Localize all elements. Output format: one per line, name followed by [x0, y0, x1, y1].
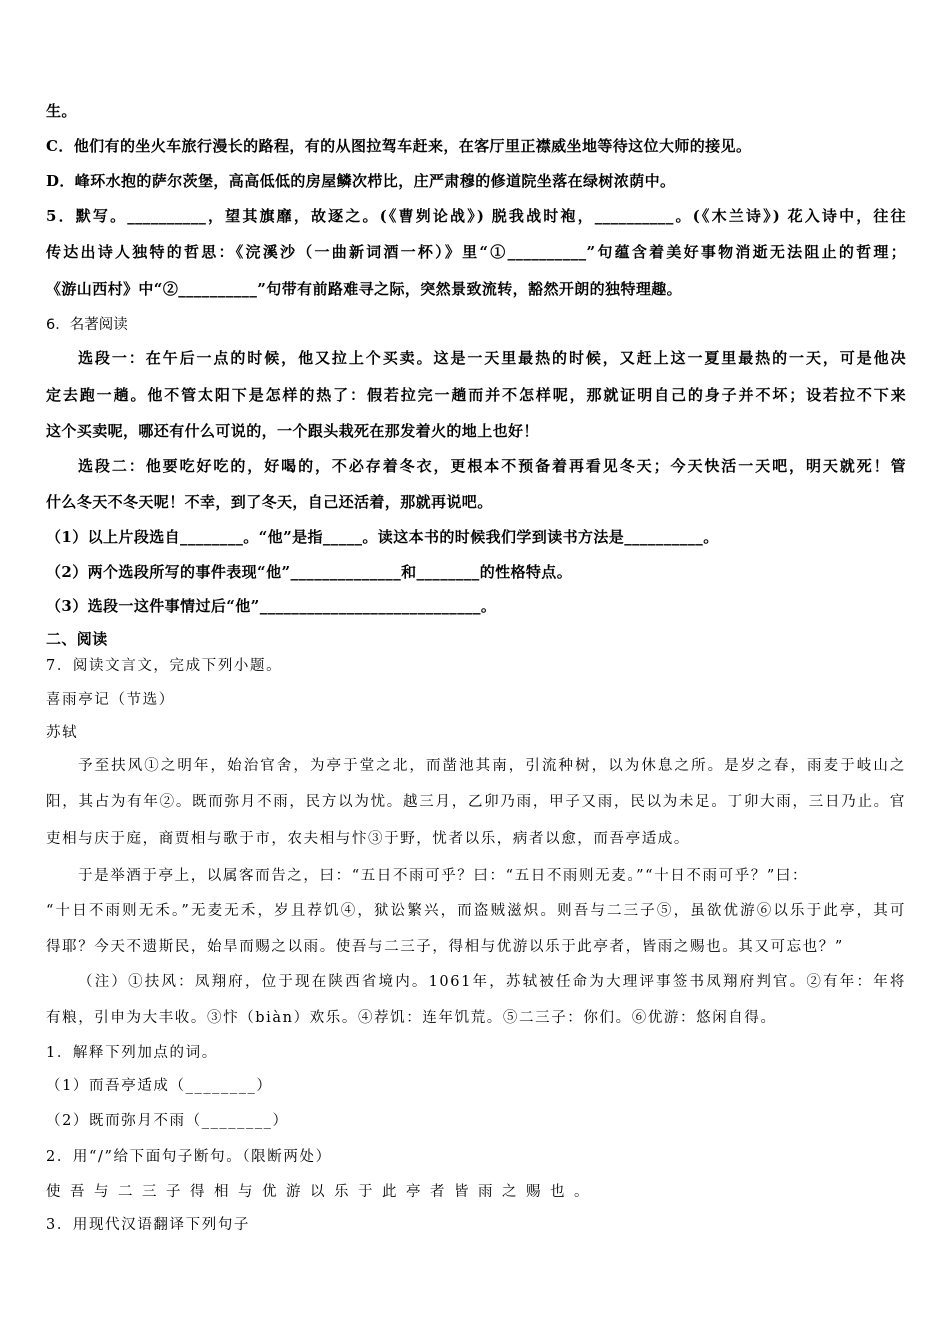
question-7-heading: 7．阅读文言文，完成下列小题。	[46, 658, 283, 674]
punctuation-sentence: 使吾与二三子得相与优游以乐于此亭者皆雨之赐也。	[46, 1184, 598, 1200]
text-line: 生。	[46, 102, 77, 120]
sub-question-item: （2）既而弥月不雨（________）	[46, 1113, 289, 1129]
sub-question-2: （2）两个选段所写的事件表现“他”______________和________的性格特点。	[46, 563, 573, 581]
excerpt-1-line: 这个买卖呢，哪还有什么可说的，一个跟头栽死在那发着火的地上也好！	[46, 422, 539, 440]
passage-line: 得耶？今天不遗斯民，始旱而赐之以雨。使吾与二三子，得相与优游以乐于此亭者，皆雨之赐也。其又可忘也？”	[46, 939, 844, 955]
question-5-line: 《游山西村》中“②__________”句带有前路难寻之际，突然景致流转，豁然开朗的独特理趣。	[46, 280, 683, 298]
excerpt-2-line: 什么冬天不冬天呢！不幸，到了冬天，自己还活着，那就再说吧。	[46, 493, 493, 511]
option-d: D．峰环水抱的萨尔茨堡，高高低低的房屋鳞次栉比，庄严肃穆的修道院坐落在绿树浓荫中。	[46, 172, 676, 190]
passage-line: 予至扶风①之明年，始治官舍，为亭于堂之北，而凿池其南，引流种树，以为休息之所。是岁之春，雨麦于岐山之	[78, 758, 906, 774]
sub-question-heading: 3．用现代汉语翻译下列句子	[46, 1217, 251, 1233]
passage-line: 阳，其占为有年②。既而弥月不雨，民方以为忧。越三月，乙卯乃雨，甲子又雨，民以为未足。丁卯大雨，三日乃止。官	[46, 794, 906, 810]
option-c: C．他们有的坐火车旅行漫长的路程，有的从图拉驾车赶来，在客厅里正襟威坐地等待这位大师的接见。	[46, 137, 752, 155]
excerpt-2-line: 选段二：他要吃好吃的，好喝的，不必存着冬衣，更根本不预备着再看见冬天；今天快活一天吧，明天就死！管	[78, 457, 906, 475]
sub-question-3: （3）选段一这件事情过后“他”____________________________。	[46, 597, 497, 615]
question-5-line: 5．默写。__________，望其旗靡，故逐之。(《曹刿论战》) 脱我战时袍，__________。(《木兰诗》) 花入诗中，往往	[46, 207, 906, 225]
passage-author: 苏轼	[46, 725, 79, 741]
section-heading: 二、阅读	[46, 630, 108, 648]
sub-question-heading: 2．用“/”给下面句子断句。（限断两处）	[46, 1149, 332, 1165]
annotation-line: 有粮，引申为大丰收。③忭（biàn）欢乐。④荐饥：连年饥荒。⑤二三子：你们。⑥优游：悠闲自得。	[46, 1010, 777, 1026]
question-6-heading: 6．名著阅读	[46, 317, 128, 333]
question-5-line: 传达出诗人独特的哲思：《浣溪沙（一曲新词酒一杯）》里“①__________”句蕴含着美好事物消逝无法阻止的哲理；	[46, 243, 906, 261]
excerpt-1-line: 选段一：在午后一点的时候，他又拉上个买卖。这是一天里最热的时候，又赶上这一夏里最热的一天，可是他决	[78, 349, 906, 367]
passage-title: 喜雨亭记（节选）	[46, 692, 175, 708]
passage-line: 吏相与庆于庭，商贾相与歌于市，农夫相与忭③于野，忧者以乐，病者以愈，而吾亭适成。	[46, 831, 690, 847]
passage-line: 于是举酒于亭上，以属客而告之，曰：“五日不雨可乎？曰：“五日不雨则无麦。”“十日不雨可乎？”曰：	[78, 868, 809, 884]
sub-question-heading: 1．解释下列加点的词。	[46, 1045, 218, 1061]
sub-question-1: （1）以上片段选自________。“他”是指_____。读这本书的时候我们学到读书方法是__________。	[46, 528, 719, 546]
excerpt-1-line: 定去跑一趟。他不管太阳下是怎样的热了：假若拉完一趟而并不怎样呢，那就证明自己的身子并不坏；设若拉不下来	[46, 386, 906, 404]
passage-line: “十日不雨则无禾。”无麦无禾，岁且荐饥④，狱讼繁兴，而盗贼滋炽。则吾与二三子⑤，虽欲优游⑥以乐于此亭，其可	[46, 903, 906, 919]
sub-question-item: （1）而吾亭适成（________）	[46, 1078, 273, 1094]
annotation-line: （注）①扶风：凤翔府，位于现在陕西省境内。1061年，苏轼被任命为大理评事签书凤翔府判官。②有年：年将	[78, 974, 906, 990]
